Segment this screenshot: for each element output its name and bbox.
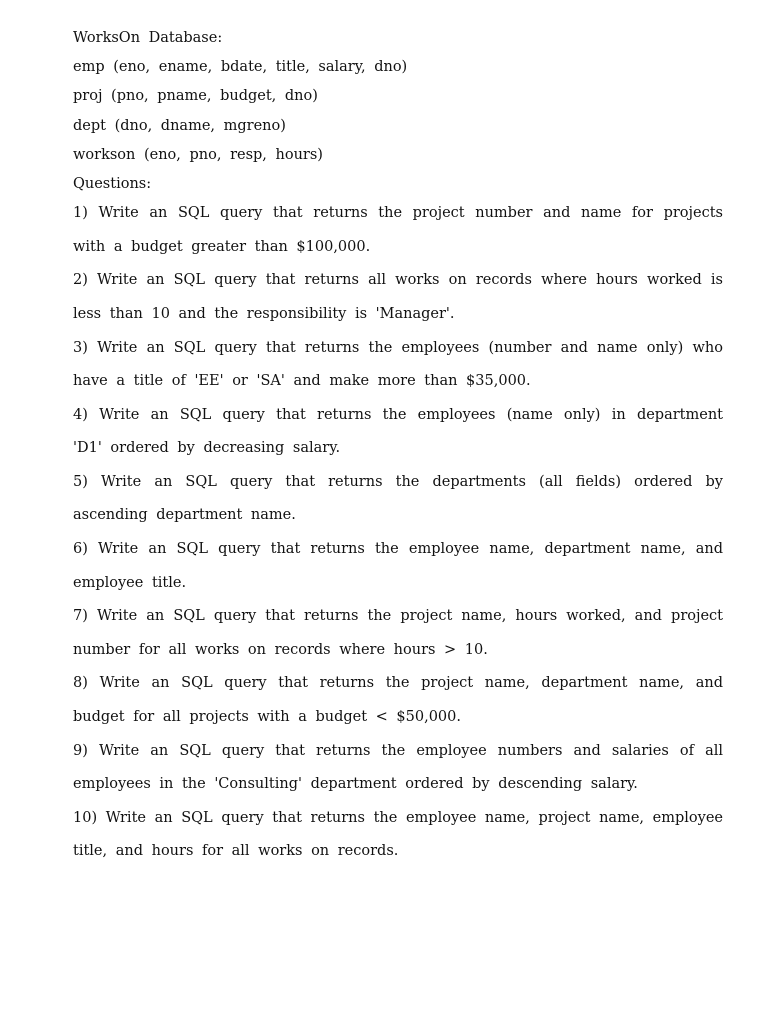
- question-line: 6) Write an SQL query that returns the employee name, department name, and: [73, 541, 723, 558]
- question-10: [73, 808, 723, 875]
- schema-emp: emp (eno, ename, bdate, title, salary, dno): [73, 59, 408, 76]
- question-list: [73, 203, 723, 875]
- question-line: less than 10 and the responsibility is 'Manager'.: [73, 305, 455, 322]
- question-line: with a budget greater than $100,000.: [73, 238, 371, 255]
- question-6: [73, 539, 723, 606]
- question-9: [73, 741, 723, 808]
- document-page: [73, 28, 723, 875]
- question-line: employee title.: [73, 574, 187, 591]
- question-5: [73, 472, 723, 539]
- question-line: budget for all projects with a budget < $50,000.: [73, 709, 461, 726]
- question-4: [73, 405, 723, 472]
- question-line: 'D1' ordered by decreasing salary.: [73, 440, 341, 457]
- schema-proj: proj (pno, pname, budget, dno): [73, 88, 318, 105]
- question-line: 3) Write an SQL query that returns the employees (number and name only) who: [73, 339, 723, 356]
- question-line: 5) Write an SQL query that returns the departments (all fields) ordered by: [73, 473, 723, 490]
- question-line: 9) Write an SQL query that returns the employee numbers and salaries of all: [73, 742, 723, 759]
- question-line: 4) Write an SQL query that returns the employees (name only) in department: [73, 406, 723, 423]
- question-line: 8) Write an SQL query that returns the project name, department name, and: [73, 675, 723, 692]
- question-line: ascending department name.: [73, 507, 296, 524]
- question-line: 2) Write an SQL query that returns all works on records where hours worked is: [73, 272, 723, 289]
- schema-list: [73, 57, 723, 174]
- question-line: 1) Write an SQL query that returns the project number and name for projects: [73, 205, 723, 222]
- question-line: have a title of 'EE' or 'SA' and make more than $35,000.: [73, 373, 531, 390]
- question-line: 10) Write an SQL query that returns the employee name, project name, employee: [73, 809, 723, 826]
- question-7: [73, 606, 723, 673]
- question-1: [73, 203, 723, 270]
- question-2: [73, 270, 723, 337]
- question-line: employees in the 'Consulting' department ordered by descending salary.: [73, 776, 638, 793]
- question-line: 7) Write an SQL query that returns the project name, hours worked, and project: [73, 608, 723, 625]
- question-line: number for all works on records where hours > 10.: [73, 641, 488, 658]
- schema-workson: workson (eno, pno, resp, hours): [73, 146, 323, 163]
- question-3: [73, 338, 723, 405]
- document-title: WorksOn Database:: [73, 30, 223, 46]
- question-8: [73, 673, 723, 740]
- question-line: title, and hours for all works on records.: [73, 843, 399, 860]
- questions-heading: Questions:: [73, 175, 152, 192]
- schema-dept: dept (dno, dname, mgreno): [73, 117, 286, 134]
